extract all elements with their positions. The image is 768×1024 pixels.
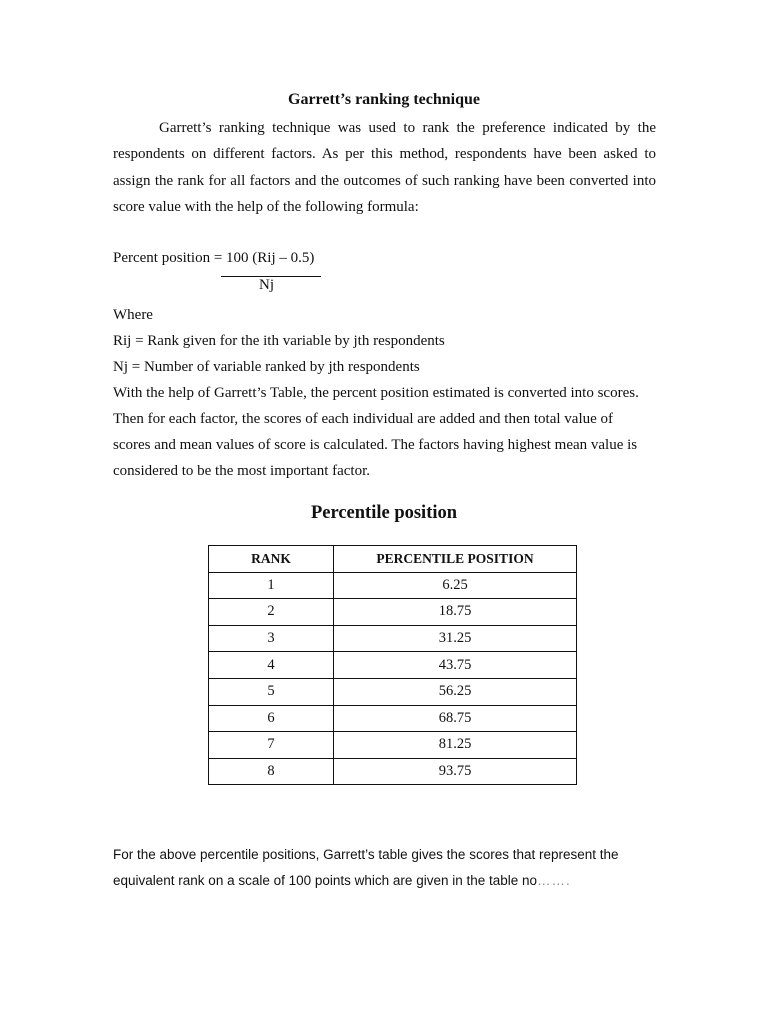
nj-definition: Nj = Number of variable ranked by jth respondents: [113, 359, 420, 375]
rank-cell: 8: [209, 758, 334, 785]
percentile-cell: 6.25: [334, 572, 577, 599]
rank-cell: 6: [209, 705, 334, 732]
percentile-cell: 93.75: [334, 758, 577, 785]
intro-line-3: assign the rank for all factors and the outcomes of such ranking have been converted into: [113, 172, 656, 189]
rank-cell: 7: [209, 732, 334, 759]
table-title: Percentile position: [310, 503, 458, 523]
rank-cell: 1: [209, 572, 334, 599]
rank-header: RANK: [209, 546, 334, 573]
footer-line-2-text: equivalent rank on a scale of 100 points which are given in the table no: [113, 873, 538, 888]
table-row: [209, 732, 577, 759]
document-heading: Garrett’s ranking technique: [288, 91, 480, 108]
where-label: Where: [113, 307, 153, 323]
intro-line-4: score value with the help of the following formula:: [113, 199, 419, 216]
table-row: [209, 572, 577, 599]
percentile-cell: 43.75: [334, 652, 577, 679]
formula-numerator: Percent position = 100 (Rij – 0.5): [113, 250, 315, 266]
explanation-line-1: With the help of Garrett’s Table, the percent position estimated is converted into scores.: [113, 385, 639, 401]
percentile-cell: 68.75: [334, 705, 577, 732]
intro-line-1: Garrett’s ranking technique was used to rank the preference indicated by the: [159, 120, 656, 136]
table-header-row: [209, 546, 577, 573]
rank-cell: 4: [209, 652, 334, 679]
formula-denominator: Nj: [259, 277, 274, 293]
percentile-table: [208, 545, 577, 785]
rank-cell: 5: [209, 678, 334, 705]
explanation-line-4: considered to be the most important factor.: [113, 463, 371, 479]
table-row: [209, 625, 577, 652]
rank-cell: 3: [209, 625, 334, 652]
table-row: [209, 758, 577, 785]
percentile-cell: 31.25: [334, 625, 577, 652]
table-row: [209, 652, 577, 679]
definitions-block: [113, 302, 639, 484]
footer-line-1: For the above percentile positions, Garrett’s table gives the scores that represent the: [113, 847, 619, 862]
percentile-cell: 18.75: [334, 599, 577, 626]
footer-line-2: [113, 868, 619, 894]
percentile-cell: 56.25: [334, 678, 577, 705]
footer-paragraph: [113, 842, 619, 894]
percentile-cell: 81.25: [334, 732, 577, 759]
table-row: [209, 678, 577, 705]
table-row: [209, 599, 577, 626]
percentile-header: PERCENTILE POSITION: [334, 546, 577, 573]
footer-trailing-dots: …….: [537, 873, 571, 888]
rij-definition: Rij = Rank given for the ith variable by jth respondents: [113, 333, 445, 349]
rank-cell: 2: [209, 599, 334, 626]
explanation-line-2: Then for each factor, the scores of each individual are added and then total value of: [113, 411, 614, 427]
table-row: [209, 705, 577, 732]
intro-paragraph: [113, 115, 656, 221]
intro-line-2: respondents on different factors. As per this method, respondents have been asked to: [113, 146, 656, 163]
explanation-line-3: scores and mean values of score is calculated. The factors having highest mean value is: [113, 437, 638, 453]
